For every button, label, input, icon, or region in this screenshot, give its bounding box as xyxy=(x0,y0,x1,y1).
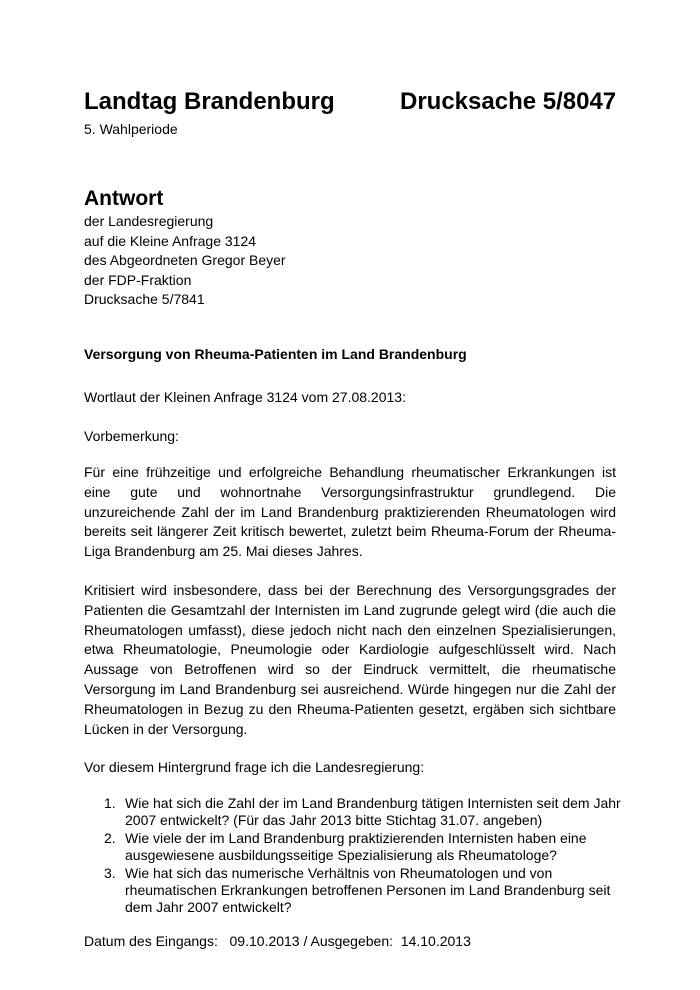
parliament-title: Landtag Brandenburg xyxy=(84,88,335,115)
answer-line: des Abgeordneten Gregor Beyer xyxy=(84,252,286,268)
question-text: Wie viele der im Land Brandenburg praktizierenden Internisten haben eine ausgewiesene ausbildungsseitige Spezialisierung als Rheumatologe? xyxy=(125,829,587,864)
question-text: Wie hat sich die Zahl der im Land Brandenburg tätigen Internisten seit dem Jahr 2007 entwickelt? (Für das Jahr 2013 bitte Stichtag 31.07. angeben) xyxy=(125,795,621,829)
question-text: Wie hat sich das numerische Verhältnis von Rheumatologen und von rheumatischen Erkrankungen betroffenen Personen im Land Brandenburg seit dem Jahr 2007 entwickelt? xyxy=(125,864,611,916)
legislative-period: 5. Wahlperiode xyxy=(84,121,178,137)
answer-line: der FDP-Fraktion xyxy=(84,271,192,288)
paragraph: Für eine frühzeitige und erfolgreiche Behandlung rheumatischer Erkrankungen ist eine gute und wohnortnahe Versorgungsinfrastruktur grundlegend. Die unzureichende Zahl der im Land Brandenburg praktizierenden Rheumatologen wird bereits seit längerer Zeit kritisch bewertet, zuletzt beim Rheuma-Forum der Rheuma-Liga Brandenburg am 25. Mai dieses Jahres. xyxy=(84,464,616,560)
answer-line: der Landesregierung xyxy=(84,213,214,229)
preliminary-remark-label: Vorbemerkung: xyxy=(84,428,179,444)
question-number: 1. xyxy=(104,795,116,811)
date-received-published: Datum des Eingangs: 09.10.2013 / Ausgegeben: 14.10.2013 xyxy=(84,933,471,949)
question-item xyxy=(84,830,624,865)
question-intro: Vor diesem Hintergrund frage ich die Landesregierung: xyxy=(84,759,425,775)
answer-details xyxy=(84,212,286,310)
answer-line: auf die Kleine Anfrage 3124 xyxy=(84,232,257,249)
question-number: 3. xyxy=(104,864,116,881)
question-item xyxy=(84,865,624,917)
paragraph: Kritisiert wird insbesondere, dass bei der Berechnung des Versorgungsgrades der Patienten die Gesamtzahl der Internisten im Land zugrunde gelegt wird (die auch die Rheumatologen umfasst), diese jedoch nicht nach den einzelnen Spezialisierungen, etwa Rheumatologie, Pneumologie oder Kardiologie aufgeschlüsselt wird. Nach Aussage von Betroffenen wird so der Eindruck vermittelt, die rheumatische Versorgung im Land Brandenburg sei ausreichend. Würde hingegen nur die Zahl der Rheumatologen in Bezug zu den Rheuma-Patienten gesetzt, ergäben sich sichtbare Lücken in der Versorgung. xyxy=(84,582,616,737)
subject-heading: Versorgung von Rheuma-Patienten im Land Brandenburg xyxy=(84,346,467,362)
inquiry-wording-label: Wortlaut der Kleinen Anfrage 3124 vom 27.08.2013: xyxy=(84,389,406,405)
answer-title: Antwort xyxy=(84,187,164,210)
question-number: 2. xyxy=(104,829,116,846)
question-list xyxy=(84,795,624,917)
answer-line: Drucksache 5/7841 xyxy=(84,291,205,307)
document-number: Drucksache 5/8047 xyxy=(400,88,617,115)
question-item xyxy=(84,795,624,830)
